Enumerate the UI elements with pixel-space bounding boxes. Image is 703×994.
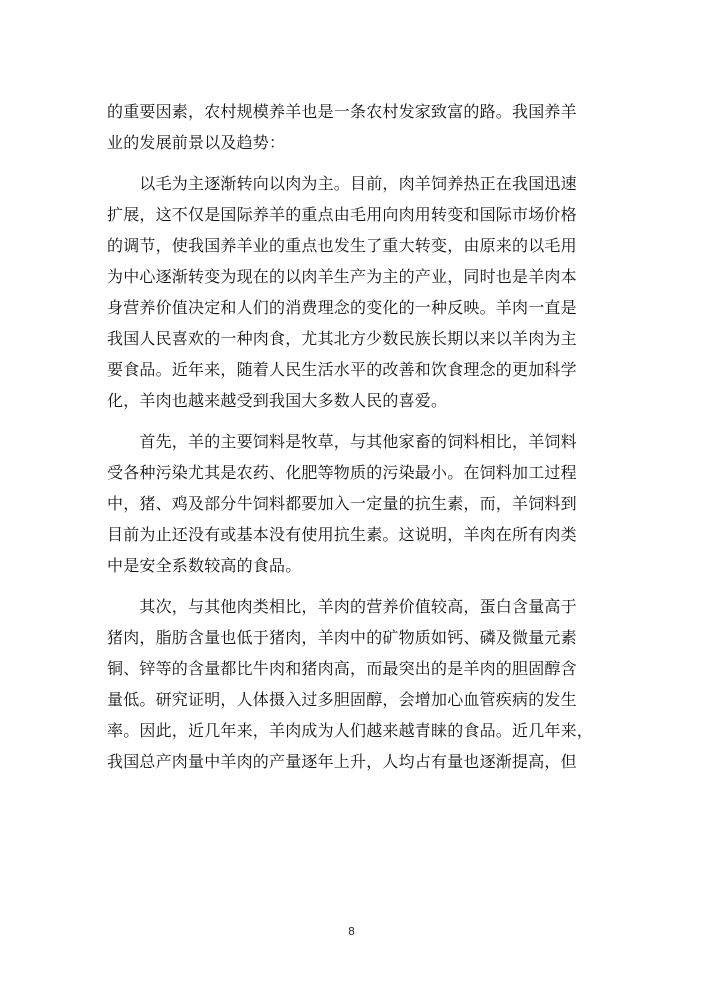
text-line: 业的发展前景以及趋势：: [107, 133, 286, 152]
text-line: 猪肉，脂肪含量也低于猪肉，羊肉中的矿物质如钙、磷及微量元素: [107, 628, 577, 647]
text-line: 率。因此，近几年来，羊肉成为人们越来越青睐的食品。近几年来，: [107, 721, 594, 740]
text-line: 我国人民喜欢的一种肉食，尤其北方少数民族长期以来以羊肉为主: [107, 329, 577, 348]
text-line: 化，羊肉也越来越受到我国大多数人民的喜爱。: [107, 391, 448, 410]
text-line: 我国总产肉量中羊肉的产量逐年上升，人均占有量也逐渐提高，但: [107, 752, 577, 771]
text-line: 铜、锌等的含量都比牛肉和猪肉高，而最突出的是羊肉的胆固醇含: [107, 659, 577, 678]
text-line: 要食品。近年来，随着人民生活水平的改善和饮食理念的更加科学: [107, 360, 577, 379]
text-line: 为中心逐渐转变为现在的以肉羊生产为主的产业，同时也是羊肉本: [107, 267, 577, 286]
paragraph: [107, 96, 597, 158]
paragraph: [107, 168, 597, 416]
text-line: 扩展，这不仅是国际养羊的重点由毛用向肉用转变和国际市场价格: [107, 205, 577, 224]
text-line: 以毛为主逐渐转向以肉为主。目前，肉羊饲养热正在我国迅速: [107, 174, 577, 193]
text-line: 的重要因素，农村规模养羊也是一条农村发家致富的路。我国养羊: [107, 102, 577, 121]
page-number: 8: [348, 925, 355, 938]
paragraph: [107, 426, 597, 581]
text-line: 中，猪、鸡及部分牛饲料都要加入一定量的抗生素，而，羊饲料到: [107, 494, 577, 513]
paragraph: [107, 591, 597, 777]
body-text: [107, 96, 597, 777]
text-line: 的调节，使我国养羊业的重点也发生了重大转变，由原来的以毛用: [107, 236, 577, 255]
text-line: 量低。研究证明，人体摄入过多胆固醇，会增加心血管疾病的发生: [107, 690, 577, 709]
text-line: 首先，羊的主要饲料是牧草，与其他家畜的饲料相比，羊饲料: [107, 432, 577, 451]
text-line: 受各种污染尤其是农药、化肥等物质的污染最小。在饲料加工过程: [107, 463, 577, 482]
text-line: 中是安全系数较高的食品。: [107, 556, 302, 575]
text-line: 身营养价值决定和人们的消费理念的变化的一种反映。羊肉一直是: [107, 298, 577, 317]
text-line: 目前为止还没有或基本没有使用抗生素。这说明，羊肉在所有肉类: [107, 525, 577, 544]
text-line: 其次，与其他肉类相比，羊肉的营养价值较高，蛋白含量高于: [107, 597, 577, 616]
